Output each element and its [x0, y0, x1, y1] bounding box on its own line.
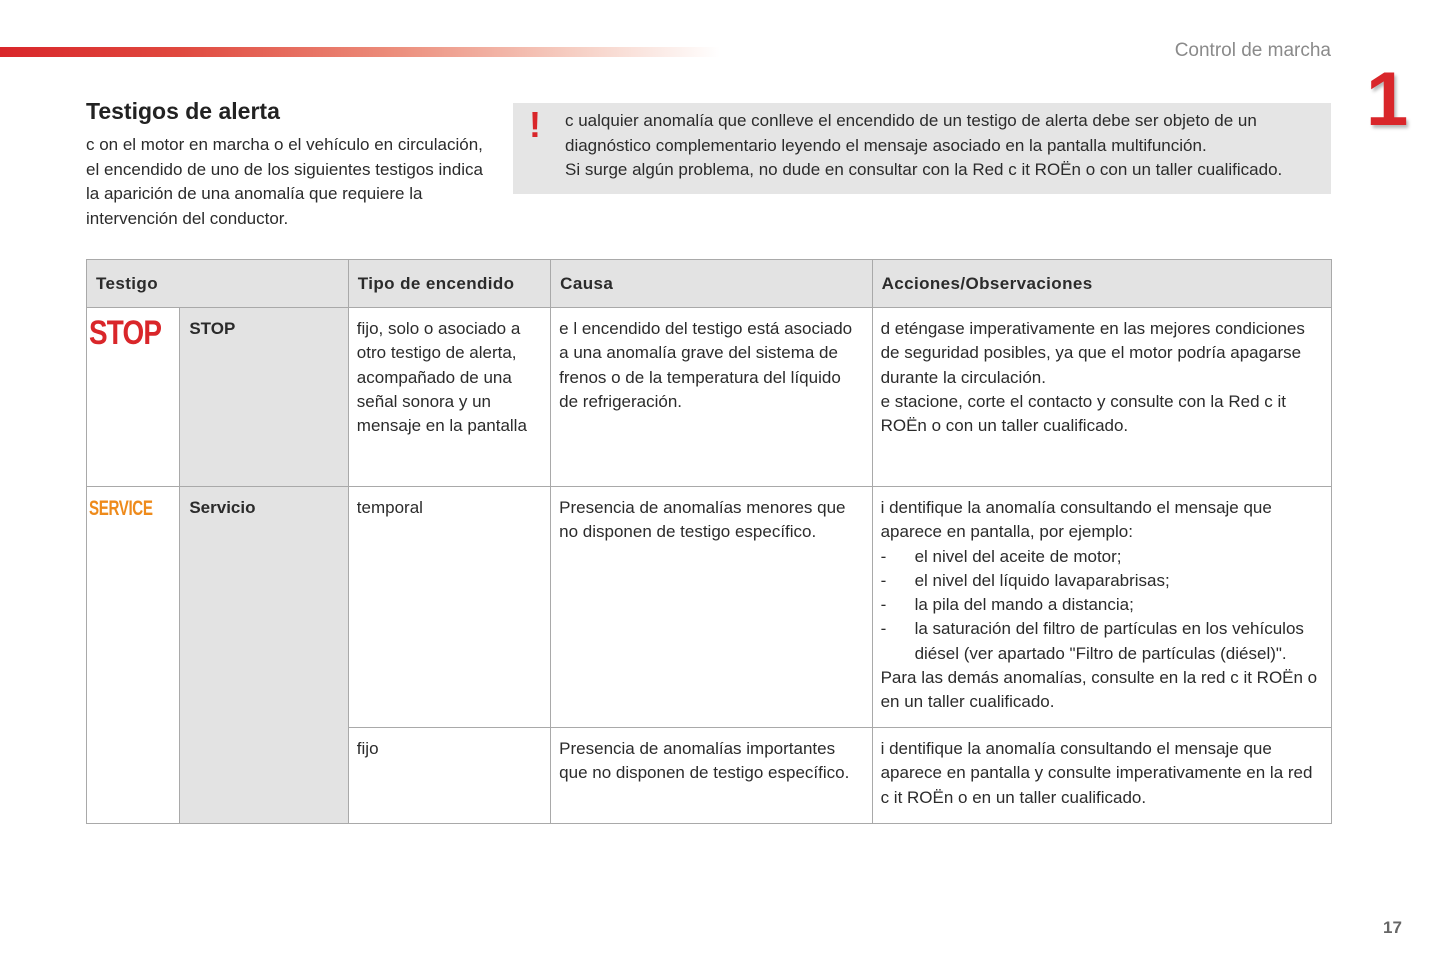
table-row — [87, 487, 1332, 728]
header-testigo: Testigo — [87, 260, 349, 308]
header-accent-bar — [0, 47, 720, 57]
notice-line: c ualquier anomalía que conlleve el encendido de un testigo de alerta debe ser objeto de un — [565, 111, 1257, 130]
ignition-type: fijo, solo o asociado a otro testigo de alerta, acompañado de una señal sonora y un mensaje en la pantalla — [348, 308, 550, 487]
header-acciones: Acciones/Observaciones — [872, 260, 1331, 308]
exclamation-icon: ! — [529, 104, 541, 145]
warning-lights-table — [86, 259, 1332, 824]
list-item: - la saturación del filtro de partículas en los vehículos diésel (ver apartado "Filtro de partículas (diésel)". — [881, 617, 1323, 666]
warning-name: Servicio — [180, 487, 348, 824]
header-causa: Causa — [551, 260, 872, 308]
actions: i dentifique la anomalía consultando el mensaje que aparece en pantalla y consulte imperativamente en la red c it ROËn o en un taller cualificado. — [872, 728, 1331, 824]
notice-line: diagnóstico complementario leyendo el mensaje asociado en la pantalla multifunción. — [565, 135, 1207, 155]
list-item: - la pila del mando a distancia; — [881, 593, 1323, 617]
notice-box — [513, 103, 1331, 194]
actions — [872, 308, 1331, 487]
cause: Presencia de anomalías importantes que no disponen de testigo específico. — [551, 728, 872, 824]
actions-paragraph: e stacione, corte el contacto y consulte con la Red c it ROËn o con un taller cualificado. — [880, 391, 1286, 436]
chapter-number: 1 — [1366, 57, 1409, 142]
actions-paragraph: d eténgase imperativamente en las mejores condiciones de seguridad posibles, ya que el motor podría apagarse durante la circulación. — [880, 319, 1305, 387]
warning-name: STOP — [180, 308, 348, 487]
section-label: Control de marcha — [1174, 40, 1331, 61]
notice-text — [565, 109, 1325, 183]
page-number: 17 — [1383, 918, 1402, 937]
table-row — [87, 308, 1332, 487]
page-title: Testigos de alerta — [86, 98, 280, 124]
intro-paragraph: c on el motor en marcha o el vehículo en circulación, el encendido de uno de los siguientes testigos indica la aparición de una anomalía que requiere la intervención del conductor. — [86, 135, 483, 228]
list-item: - el nivel del aceite de motor; — [881, 545, 1323, 569]
header-tipo: Tipo de encendido — [348, 260, 550, 308]
actions-list — [881, 545, 1323, 666]
table-header-row — [87, 260, 1332, 308]
ignition-type: temporal — [348, 487, 550, 728]
list-item: - el nivel del líquido lavaparabrisas; — [881, 569, 1323, 593]
service-icon-cell — [87, 487, 180, 824]
notice-line: Si surge algún problema, no dude en consultar con la Red c it ROËn o con un taller cualificado. — [565, 160, 1283, 179]
actions-outro: Para las demás anomalías, consulte en la red c it ROËn o en un taller cualificado. — [880, 668, 1318, 712]
service-warning-icon: SERVICE — [89, 497, 153, 520]
stop-icon-cell — [87, 308, 180, 487]
stop-warning-icon: STOP — [89, 314, 162, 352]
cause: e l encendido del testigo está asociado a una anomalía grave del sistema de frenos o de la temperatura del líquido de refrigeración. — [551, 308, 872, 487]
actions-intro: i dentifique la anomalía consultando el mensaje que aparece en pantalla, por ejemplo: — [880, 498, 1272, 542]
ignition-type: fijo — [348, 728, 550, 824]
cause: Presencia de anomalías menores que no disponen de testigo específico. — [551, 487, 872, 728]
actions — [872, 487, 1331, 728]
